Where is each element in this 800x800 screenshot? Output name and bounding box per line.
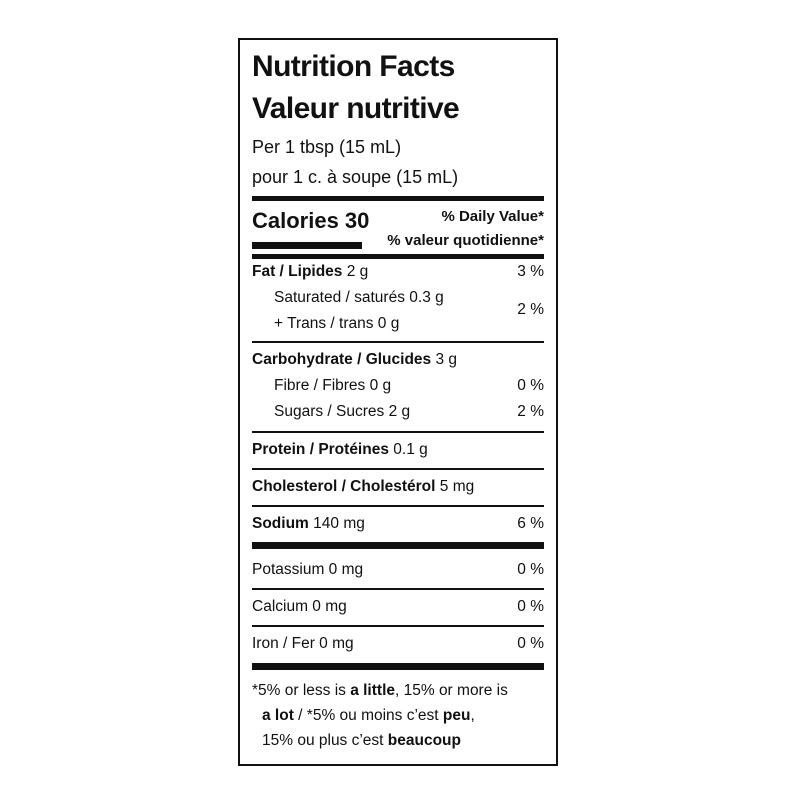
carbohydrate-amount: 3 g bbox=[435, 351, 458, 368]
serving-size-french: pour 1 c. à soupe (15 mL) bbox=[252, 167, 459, 187]
title-english: Nutrition Facts bbox=[252, 50, 455, 83]
footnote-emphasis: peu bbox=[442, 707, 471, 724]
divider-thick bbox=[252, 663, 544, 670]
footnote-line-2 bbox=[262, 706, 475, 726]
footnote-emphasis: a lot bbox=[262, 707, 294, 724]
potassium-dv: 0 % bbox=[517, 561, 544, 578]
footnote-line-3 bbox=[262, 731, 461, 751]
sodium-row bbox=[252, 514, 365, 534]
protein-row bbox=[252, 440, 428, 460]
divider-thin bbox=[252, 468, 544, 470]
potassium-row: Potassium 0 mg bbox=[252, 561, 364, 578]
footnote-text: , bbox=[470, 707, 475, 724]
trans-row: + Trans / trans 0 g bbox=[274, 315, 400, 332]
fat-amount: 2 g bbox=[346, 263, 369, 280]
cholesterol-amount: 5 mg bbox=[439, 478, 475, 495]
divider-thin bbox=[252, 588, 544, 590]
divider-thin bbox=[252, 625, 544, 627]
footnote-text: , 15% or more is bbox=[395, 682, 508, 699]
protein-amount: 0.1 g bbox=[393, 441, 428, 458]
sugars-row: Sugars / Sucres 2 g bbox=[274, 403, 411, 420]
footnote-text: *5% or less is bbox=[252, 682, 351, 699]
calories: Calories 30 bbox=[252, 208, 370, 233]
carbohydrate-row bbox=[252, 350, 457, 370]
fat-row bbox=[252, 262, 368, 282]
saturated-trans-dv: 2 % bbox=[517, 301, 544, 318]
divider-thin bbox=[252, 431, 544, 433]
fibre-dv: 0 % bbox=[517, 377, 544, 394]
protein-label: Protein / Protéines bbox=[252, 441, 389, 458]
fat-dv: 3 % bbox=[517, 263, 544, 280]
title-french: Valeur nutritive bbox=[252, 92, 460, 125]
footnote-emphasis: a little bbox=[350, 682, 395, 699]
sugars-dv: 2 % bbox=[517, 403, 544, 420]
footnote-line-1 bbox=[252, 681, 508, 701]
sodium-dv: 6 % bbox=[517, 515, 544, 532]
iron-dv: 0 % bbox=[517, 635, 544, 652]
divider-thick bbox=[252, 542, 544, 549]
calcium-dv: 0 % bbox=[517, 598, 544, 615]
iron-row: Iron / Fer 0 mg bbox=[252, 635, 354, 652]
divider-thin bbox=[252, 341, 544, 343]
saturated-row: Saturated / saturés 0.3 g bbox=[274, 289, 444, 306]
footnote-text: / *5% ou moins c’est bbox=[293, 707, 443, 724]
calories-underline bbox=[252, 242, 362, 249]
cholesterol-row bbox=[252, 477, 474, 497]
divider-thick bbox=[252, 196, 544, 201]
sodium-amount: 140 mg bbox=[313, 515, 365, 532]
divider-medium bbox=[252, 254, 544, 259]
daily-value-header-english: % Daily Value* bbox=[441, 208, 544, 225]
fibre-row: Fibre / Fibres 0 g bbox=[274, 377, 392, 394]
sodium-label: Sodium bbox=[252, 515, 309, 532]
footnote-text: 15% ou plus c’est bbox=[262, 732, 388, 749]
calcium-row: Calcium 0 mg bbox=[252, 598, 347, 615]
fat-label: Fat / Lipides bbox=[252, 263, 343, 280]
divider-thin bbox=[252, 505, 544, 507]
carbohydrate-label: Carbohydrate / Glucides bbox=[252, 351, 432, 368]
cholesterol-label: Cholesterol / Cholestérol bbox=[252, 478, 436, 495]
footnote-emphasis: beaucoup bbox=[387, 732, 461, 749]
nutrition-facts-label bbox=[238, 38, 558, 766]
label-content bbox=[252, 40, 544, 764]
serving-size-english: Per 1 tbsp (15 mL) bbox=[252, 137, 402, 157]
daily-value-header-french: % valeur quotidienne* bbox=[387, 232, 544, 249]
